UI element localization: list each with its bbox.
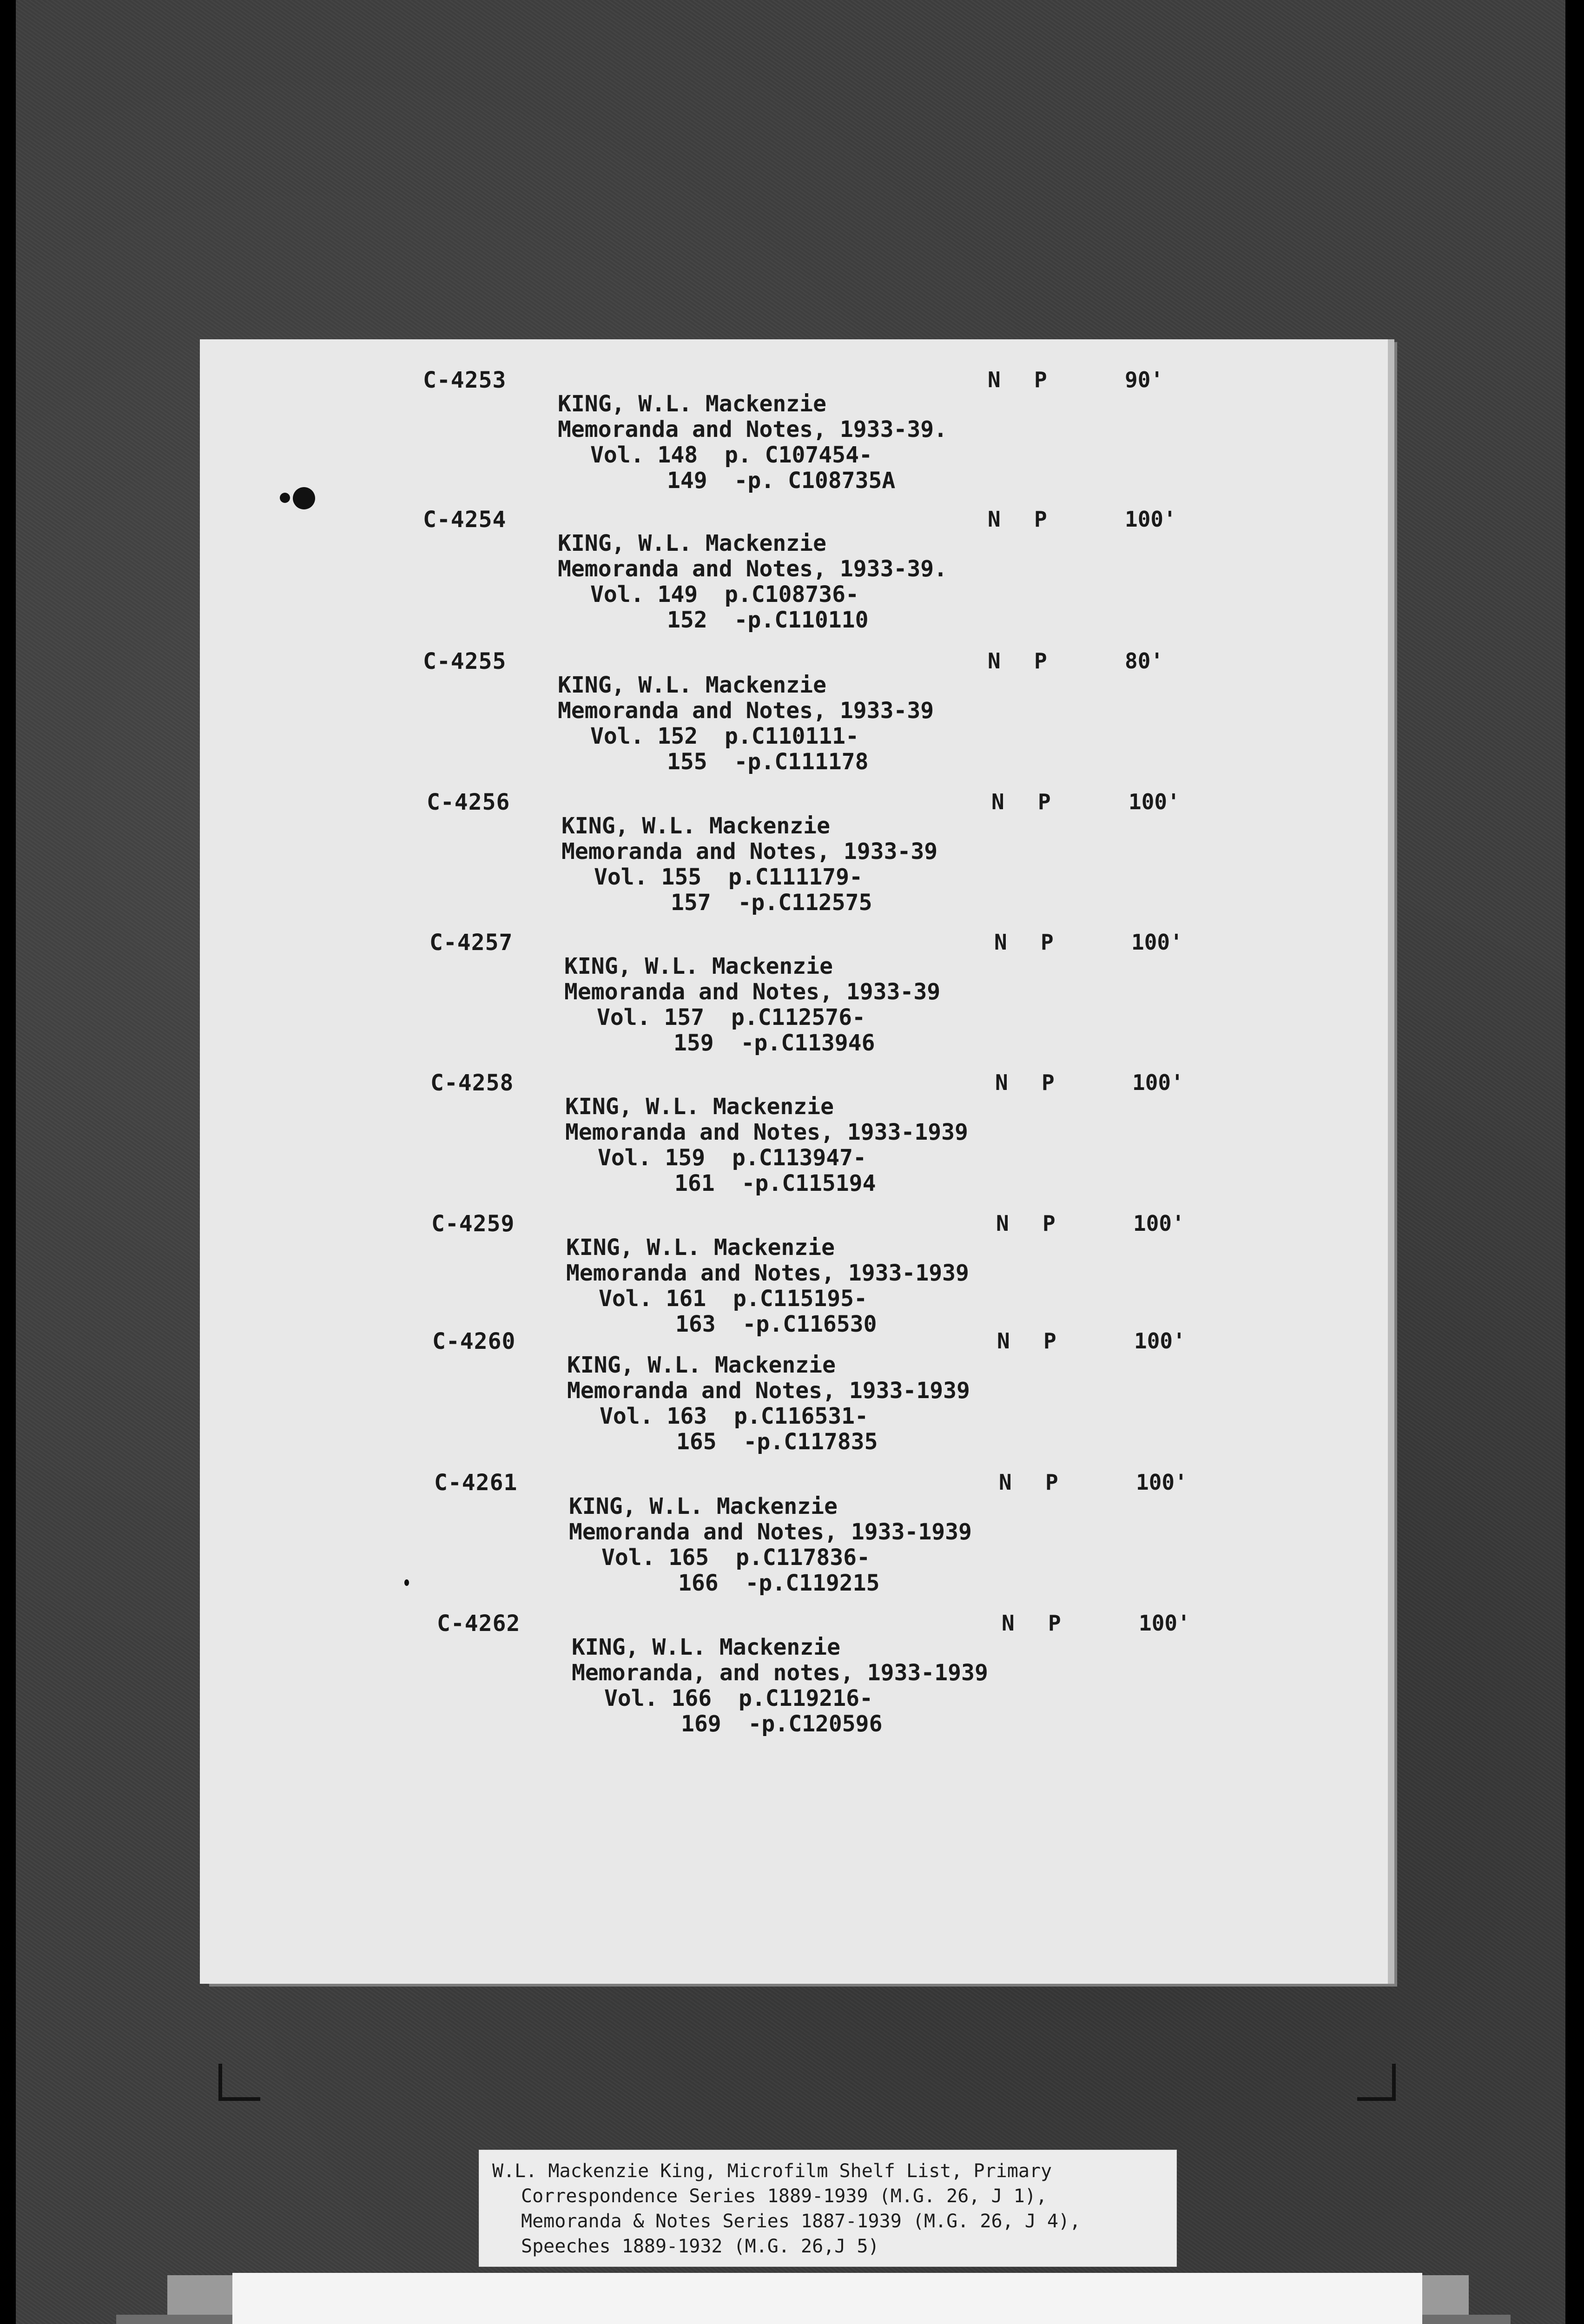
shelf-list-entry	[200, 507, 1388, 641]
entry-series: Memoranda and Notes, 1933-39	[564, 979, 941, 1005]
negative-flag: N	[1002, 1611, 1015, 1636]
caption-line-3: Memoranda & Notes Series 1887-1939 (M.G. 26, J 4),	[521, 2211, 1081, 2232]
entry-name: KING, W.L. Mackenzie	[567, 1352, 836, 1378]
entry-description	[567, 1353, 970, 1455]
entry-description	[558, 531, 947, 633]
positive-flag: P	[1048, 1611, 1061, 1636]
entry-name: KING, W.L. Mackenzie	[558, 672, 826, 698]
positive-flag: P	[1043, 1211, 1056, 1236]
entry-series: Memoranda, and notes, 1933-1939	[572, 1660, 988, 1686]
entry-description	[558, 673, 934, 775]
entry-volume-end: 157 -p.C112575	[671, 890, 872, 916]
caption-line-4: Speeches 1889-1932 (M.G. 26,J 5)	[521, 2236, 879, 2257]
reel-number: C-4255	[423, 648, 507, 674]
negative-flag: N	[988, 367, 1001, 392]
entry-description	[566, 1235, 969, 1337]
reel-length: 80'	[1125, 648, 1164, 673]
entry-description	[572, 1635, 988, 1737]
positive-flag: P	[1041, 930, 1054, 955]
negative-flag: N	[994, 930, 1007, 955]
shelf-list-entry	[200, 1611, 1388, 1745]
entry-series: Memoranda and Notes, 1933-1939	[569, 1519, 972, 1545]
positive-flag: P	[1043, 1328, 1056, 1353]
entry-name: KING, W.L. Mackenzie	[561, 813, 830, 839]
reel-number: C-4258	[430, 1070, 514, 1096]
entry-series: Memoranda and Notes, 1933-39.	[558, 556, 948, 582]
entry-series: Memoranda and Notes, 1933-39.	[558, 416, 948, 442]
entry-series: Memoranda and Notes, 1933-39	[561, 838, 938, 865]
registration-mark	[218, 2097, 260, 2101]
entry-name: KING, W.L. Mackenzie	[565, 1094, 834, 1120]
entry-name: KING, W.L. Mackenzie	[569, 1493, 838, 1519]
shelf-list-entry	[200, 648, 1388, 783]
negative-flag: N	[996, 1211, 1009, 1236]
film-edge-right	[1565, 0, 1584, 2324]
reel-length: 100'	[1132, 1070, 1184, 1095]
entry-description	[569, 1494, 972, 1596]
reel-number: C-4254	[423, 507, 507, 533]
entry-name: KING, W.L. Mackenzie	[572, 1634, 840, 1660]
reel-number: C-4259	[431, 1211, 515, 1237]
entry-volume-end: 155 -p.C111178	[667, 749, 869, 775]
positive-flag: P	[1034, 648, 1047, 673]
entry-volume-start: Vol. 165 p.C117836-	[601, 1545, 870, 1571]
public-archives-card	[232, 2273, 1422, 2324]
reel-length: 90'	[1125, 367, 1164, 392]
positive-flag: P	[1038, 789, 1051, 814]
registration-mark	[1392, 2064, 1396, 2101]
reel-length: 100'	[1139, 1611, 1190, 1636]
reel-length: 100'	[1129, 789, 1180, 814]
reel-length: 100'	[1125, 507, 1176, 532]
entry-name: KING, W.L. Mackenzie	[558, 391, 826, 417]
reel-number: C-4253	[423, 367, 507, 393]
negative-flag: N	[999, 1470, 1012, 1495]
positive-flag: P	[1042, 1070, 1055, 1095]
caption-line-2: Correspondence Series 1889-1939 (M.G. 26, J 1),	[521, 2185, 1047, 2207]
entry-description	[561, 813, 937, 916]
positive-flag: P	[1045, 1470, 1058, 1495]
entry-volume-start: Vol. 157 p.C112576-	[597, 1004, 865, 1030]
entry-volume-end: 159 -p.C113946	[673, 1030, 875, 1056]
negative-flag: N	[988, 507, 1001, 532]
positive-flag: P	[1034, 367, 1047, 392]
reel-number: C-4261	[434, 1470, 518, 1496]
shelf-list-entry	[200, 1070, 1388, 1205]
entry-volume-start: Vol. 166 p.C119216-	[604, 1685, 873, 1711]
entry-volume-end: 152 -p.C110110	[667, 607, 869, 633]
reel-length: 100'	[1131, 930, 1183, 955]
reel-number: C-4260	[432, 1328, 516, 1354]
film-edge-left	[0, 0, 16, 2324]
shelf-list-entry	[200, 789, 1388, 924]
microfilm-caption-label	[479, 2150, 1177, 2267]
entry-series: Memoranda and Notes, 1933-39	[558, 698, 934, 724]
reel-length: 100'	[1136, 1470, 1188, 1495]
registration-mark	[1357, 2097, 1396, 2101]
entry-volume-start: Vol. 149 p.C108736-	[590, 581, 859, 607]
entry-volume-start: Vol. 148 p. C107454-	[590, 442, 872, 468]
entry-volume-start: Vol. 163 p.C116531-	[600, 1403, 868, 1429]
shelf-list-entry	[200, 930, 1388, 1064]
shelf-list-entry	[200, 1328, 1388, 1463]
reel-number: C-4256	[427, 789, 510, 815]
negative-flag: N	[997, 1328, 1010, 1353]
entry-volume-end: 169 -p.C120596	[681, 1711, 883, 1737]
negative-flag: N	[991, 789, 1004, 814]
negative-flag: N	[988, 648, 1001, 673]
shelf-list-entry	[200, 1470, 1388, 1604]
entry-volume-end: 165 -p.C117835	[676, 1429, 878, 1455]
entry-description	[565, 1094, 968, 1196]
entry-series: Memoranda and Notes, 1933-1939	[567, 1378, 970, 1404]
reel-number: C-4257	[429, 930, 513, 956]
entry-series: Memoranda and Notes, 1933-1939	[566, 1260, 969, 1286]
reel-length: 100'	[1133, 1211, 1185, 1236]
entry-name: KING, W.L. Mackenzie	[558, 530, 826, 556]
shelf-list-entry	[200, 367, 1388, 502]
reel-number: C-4262	[437, 1611, 521, 1637]
entry-description	[564, 954, 940, 1056]
entry-volume-end: 149 -p. C108735A	[667, 468, 896, 494]
entry-volume-end: 161 -p.C115194	[674, 1170, 876, 1196]
entry-volume-start: Vol. 159 p.C113947-	[598, 1145, 866, 1171]
entry-name: KING, W.L. Mackenzie	[566, 1235, 835, 1261]
entry-description	[558, 391, 947, 494]
registration-mark	[218, 2064, 222, 2101]
entry-volume-end: 166 -p.C119215	[678, 1570, 880, 1596]
negative-flag: N	[995, 1070, 1008, 1095]
reel-length: 100'	[1134, 1328, 1186, 1353]
entry-name: KING, W.L. Mackenzie	[564, 953, 833, 979]
entry-volume-end: 163 -p.C116530	[675, 1311, 877, 1337]
entry-volume-start: Vol. 152 p.C110111-	[590, 723, 859, 749]
shelf-list-entry	[200, 1211, 1388, 1346]
entry-volume-start: Vol. 161 p.C115195-	[599, 1286, 867, 1312]
entry-volume-start: Vol. 155 p.C111179-	[594, 864, 863, 890]
entry-series: Memoranda and Notes, 1933-1939	[565, 1119, 968, 1145]
caption-line-1: W.L. Mackenzie King, Microfilm Shelf List, Primary	[492, 2160, 1052, 2182]
positive-flag: P	[1034, 507, 1047, 532]
